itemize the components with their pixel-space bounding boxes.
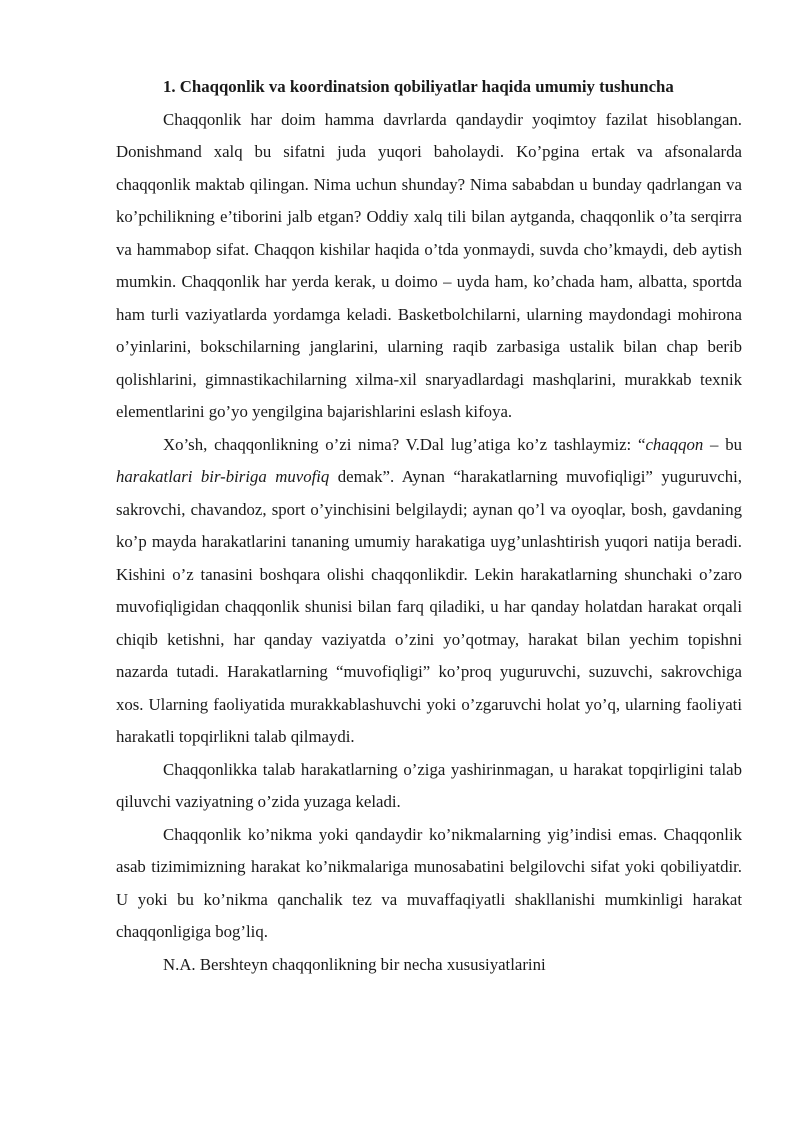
paragraph-2-text-c: demak”. Aynan “harakatlarning muvofiqligi” yuguruvchi, sakrovchi, chavandoz, sport o’yinchisini belgilaydi; aynan qo’l va oyoqlar, bosh, gavdaning ko’p mayda harakatlarini tananing umumiy harakatiga uyg’unlashtirish yuqori natija beradi. Kishini o’z tanasini boshqara olishi chaqqonlikdir. Lekin harakatlarning shunchaki o’zaro muvofiqligidan chaqqonlik shunisi bilan farq qiladiki, u har qanday holatdan harakat orqali chiqib ketishni, har qanday vaziyatda o’zini yo’qotmay, harakat bilan yechim topishni nazarda tutadi. Harakatlarning “muvofiqligi” ko’proq yuguruvchi, suzuvchi, sakrovchiga xos. Ularning faoliyatida murakkablashuvchi yoki o’zgaruvchi holat yo’q, ularning faoliyati harakatli topqirlikni talab qilmaydi. bbox=[116, 467, 742, 746]
paragraph-1: Chaqqonlik har doim hamma davrlarda qandaydir yoqimtoy fazilat hisoblangan. Donishmand xalq bu sifatni juda yuqori baholaydi. Ko’pgina ertak va afsonalarda chaqqonlik maktab qilingan. Nima uchun shunday? Nima sababdan u bunday qadrlangan va ko’pchilikning e’tiborini jalb etgan? Oddiy xalq tili bilan aytganda, chaqqonlik o’ta serqirra va hammabop sifat. Chaqqon kishilar haqida o’tda yonmaydi, suvda cho’kmaydi, deb aytish mumkin. Chaqqonlik har yerda kerak, u doimo – uyda ham, ko’chada ham, albatta, sportda ham turli vaziyatlarda yordamga keladi. Basketbolchilarni, ularning maydondagi mohirona o’yinlarini, bokschilarning janglarini, ularning raqib zarbasiga ustalik bilan chap berib qolishlarini, gimnastikachilarning xilma-xil snaryadlardagi mashqlarini, murakkab texnik elementlarini go’yo yengilgina bajarishlarini eslash kifoya. bbox=[116, 109, 742, 421]
paragraph-2-italic-2: harakatlari bir-biriga muvofiq bbox=[116, 467, 330, 486]
document-body bbox=[116, 71, 742, 981]
paragraph-4: Chaqqonlik ko’nikma yoki qandaydir ko’nikmalarning yig’indisi emas. Chaqqonlik asab tizimimizning harakat ko’nikmalariga munosabatini belgilovchi sifat yoki qobiliyatdir. U yoki bu ko’nikma qanchalik tez va muvaffaqiyatli shakllanishi mumkinligi harakat chaqqonligiga bog’liq. bbox=[116, 824, 742, 941]
paragraph-3: Chaqqonlikka talab harakatlarning o’ziga yashirinmagan, u harakat topqirligini talab qiluvchi vaziyatning o’zida yuzaga keladi. bbox=[116, 759, 742, 811]
paragraph-2-text-a: Xo’sh, chaqqonlikning o’zi nima? V.Dal lug’atiga ko’z tashlaymiz: “ bbox=[163, 434, 646, 454]
paragraph-5: N.A. Bershteyn chaqqonlikning bir necha xususiyatlarini bbox=[163, 954, 546, 974]
paragraph-2 bbox=[116, 429, 742, 754]
paragraph-2-text-b: – bu bbox=[703, 434, 743, 454]
paragraph-2-italic-1: chaqqon bbox=[645, 434, 704, 454]
section-heading: 1. Chaqqonlik va koordinatsion qobiliyatlar haqida umumiy tushuncha bbox=[163, 77, 674, 96]
